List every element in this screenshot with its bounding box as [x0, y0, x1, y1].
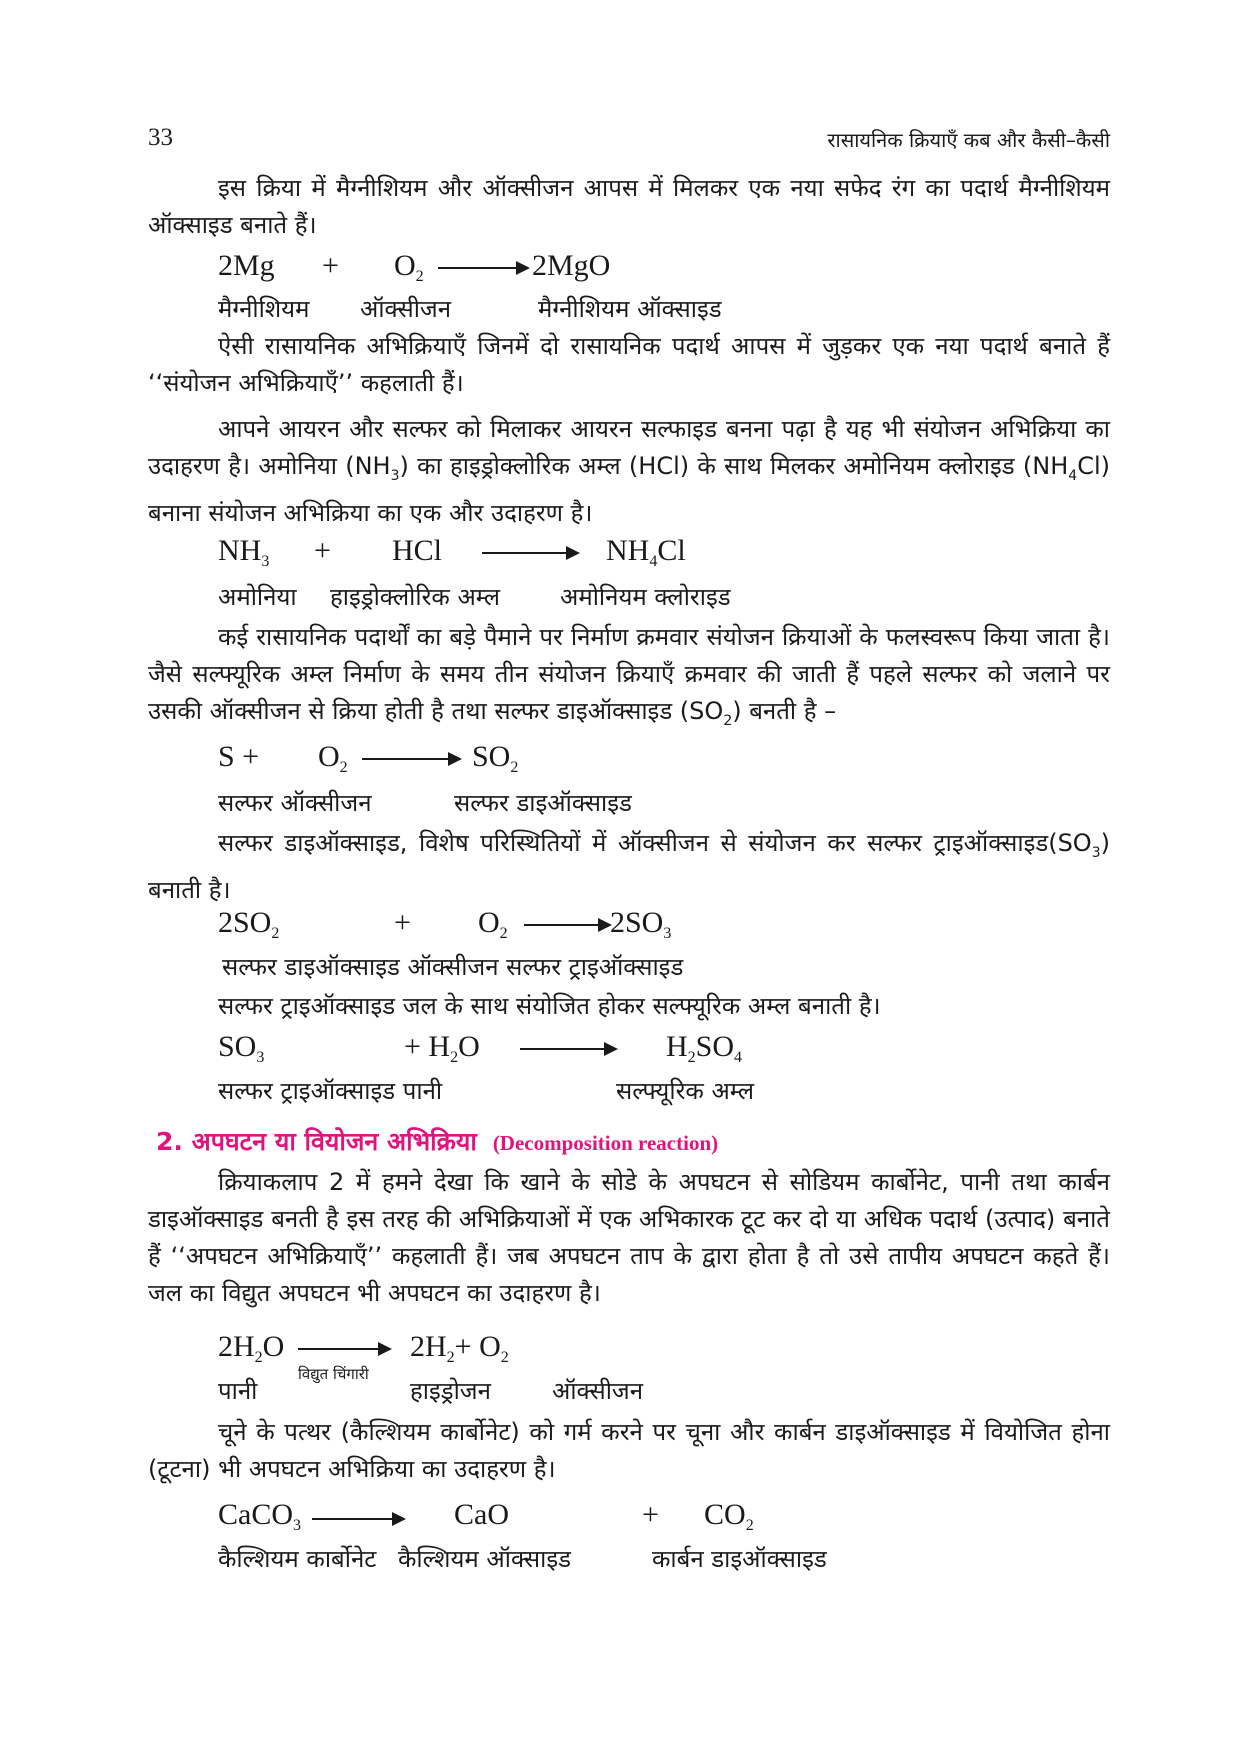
paragraph-3: आपने आयरन और सल्फर को मिलाकर आयरन सल्फाइड बनना पढ़ा है यह भी संयोजन अभिक्रिया का उदाहरण है। अमोनिया $(NH_3)$ का हाइड्रोक्लोरिक अम्ल (HCl) के साथ मिलकर अमोनियम क्लोराइड $(NH_4Cl)$ बनाना संयोजन अभिक्रिया का एक और उदाहरण है।: [148, 415, 1110, 527]
paragraph-2: ऐसी रासायनिक अभिक्रियाएँ जिनमें दो रासायनिक पदार्थ आपस में जुड़कर एक नया पदार्थ बनाते हैं ‘‘संयोजन अभिक्रियाएँ’’ कहलाती हैं।: [148, 332, 1110, 397]
page-number: 33: [148, 124, 173, 151]
reaction-arrow: [438, 267, 528, 269]
chapter-title: रासायनिक क्रियाएँ कब और कैसी–कैसी: [827, 128, 1110, 152]
reaction-condition: विद्युत चिंगारी: [298, 1365, 369, 1383]
paragraph-6: सल्फर ट्राइऑक्साइड जल के साथ संयोजित होकर सल्फ्यूरिक अम्ल बनाती है।: [218, 992, 881, 1020]
section-heading: 2. अपघटन या वियोजन अभिक्रिया (Decomposition reaction): [156, 1127, 719, 1156]
paragraph-1: इस क्रिया में मैग्नीशियम और ऑक्सीजन आपस में मिलकर एक नया सफेद रंग का पदार्थ मैग्नीशियम ऑक्साइड बनाते हैं।: [148, 174, 1110, 239]
reaction-arrow: [298, 1348, 390, 1350]
reaction-arrow: [482, 552, 578, 554]
reaction-arrow: [362, 758, 460, 760]
paragraph-7: क्रियाकलाप 2 में हमने देखा कि खाने के सोडे के अपघटन से सोडियम कार्बोनेट, पानी तथा कार्बन डाइऑक्साइड बनती है इस तरह की अभिक्रियाओं में एक अभिकारक टूट कर दो या अधिक पदार्थ (उत्पाद) बनाते हैं ‘‘अपघटन अभिक्रियाएँ’’ कहलाती हैं। जब अपघटन ताप के द्वारा होता है तो उसे तापीय अपघटन कहते हैं। जल का विद्युत अपघटन भी अपघटन का उदाहरण है।: [148, 1168, 1110, 1307]
paragraph-8: चूने के पत्थर (कैल्शियम कार्बोनेट) को गर्म करने पर चूना और कार्बन डाइऑक्साइड में वियोजित होना (टूटना) भी अपघटन अभिक्रिया का उदाहरण है।: [148, 1418, 1110, 1483]
reaction-arrow: [312, 1518, 404, 1520]
paragraph-4: कई रासायनिक पदार्थों का बड़े पैमाने पर निर्माण क्रमवार संयोजन क्रियाओं के फलस्वरूप किया जाता है। जैसे सल्फ्यूरिक अम्ल निर्माण के समय तीन संयोजन क्रियाएँ क्रमवार की जाती हैं पहले सल्फर को जलाने पर उसकी ऑक्सीजन से क्रिया होती है तथा सल्फर डाइऑक्साइड $(SO_2)$ बनती है –: [148, 623, 1110, 729]
paragraph-5: सल्फर डाइऑक्साइड, विशेष परिस्थितियों में ऑक्सीजन से संयोजन कर सल्फर $ट्राइऑक्साइड(SO_3)$ बनाती है।: [148, 829, 1110, 904]
reaction-arrow: [520, 1048, 616, 1050]
reaction-arrow: [524, 924, 610, 926]
